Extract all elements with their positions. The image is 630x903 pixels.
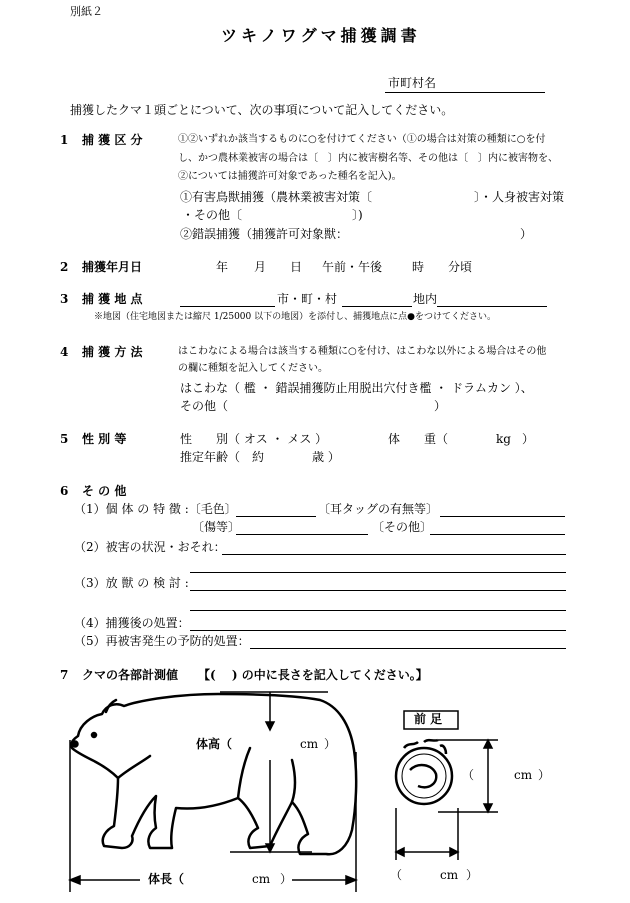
sec1-option-1-other: ・その他〔: [182, 208, 243, 222]
forefoot-outline: [396, 740, 452, 804]
year-label: 年: [216, 260, 229, 274]
ampm-label: 午前・午後: [322, 260, 383, 274]
sec1-note-2: し、かつ農林業被害の場合は〔 〕内に被害樹名等、その他は〔 〕内に被害物を、: [178, 153, 558, 164]
month-label: 月: [254, 260, 267, 274]
sec1-number: 1: [60, 133, 69, 147]
city-label: 市・町・村: [277, 292, 338, 306]
weight-close: ）: [522, 432, 535, 446]
sec6-item-2: （2）被害の状況・おそれ：: [74, 540, 226, 554]
sec1-option-1-close: 〕): [352, 208, 363, 222]
sex-field: 性 別（ オス ・ メス ）: [180, 432, 328, 446]
sec2-label: 捕獲年月日: [82, 260, 143, 274]
sec4-other-close: ）: [434, 399, 447, 413]
sec3-label: 捕 獲 地 点: [82, 292, 143, 306]
page-title: ツキノワグマ捕獲調書: [221, 26, 421, 45]
sec1-option-2: ②錯誤捕獲（捕獲許可対象獣：: [180, 227, 349, 241]
sec2-number: 2: [60, 260, 69, 274]
forefoot-length-unit: cm: [514, 768, 533, 782]
body-height-unit: cm: [300, 737, 319, 751]
forefoot-width-open: （: [390, 868, 403, 882]
sec1-option-1-personal: 〕・人身被害対策: [474, 190, 565, 204]
sec7-note: 【( ) の中に長さを記入してください。】: [198, 668, 428, 682]
sec6-number: 6: [60, 484, 69, 498]
forefoot-width-unit: cm: [440, 868, 459, 882]
sec1-note-1: ①②いずれか該当するものに○を付けてください（①の場合は対策の種類に○を付: [178, 134, 546, 145]
ear-tag-label: 〔耳タッグの有無等〕: [318, 502, 439, 516]
length-measure-lines: [70, 740, 356, 892]
sec5-number: 5: [60, 432, 69, 446]
forefoot-label: 前 足: [414, 712, 443, 726]
sec4-note-1: はこわなによる場合は該当する種類に○を付け、はこわな以外による場合はその他: [178, 346, 547, 357]
weight-unit: kg: [496, 432, 511, 446]
day-label: 日: [290, 260, 303, 274]
sec6-label: そ の 他: [82, 484, 127, 498]
age-field: 推定年齢（ 約 歳 ）: [180, 450, 340, 464]
area-label: 地内: [413, 292, 438, 306]
wound-label: 〔傷等〕: [192, 520, 241, 534]
sec1-note-3: ②については捕獲許可対象であった種名を記入)。: [178, 171, 402, 182]
body-length-close: ）: [280, 872, 293, 886]
sec3-number: 3: [60, 292, 69, 306]
intro-text: 捕獲したクマ１頭ごとについて、次の事項について記入してください。: [70, 103, 454, 117]
forefoot-width-close: ）: [466, 868, 479, 882]
sec3-map-note: ※地図（住宅地図または縮尺 1/25000 以下の地図）を添付し、捕獲地点に点●をつけてください。: [94, 312, 496, 322]
minute-label: 分頃: [448, 260, 473, 274]
sec6-item-1: （1）個 体 の 特 徴 :〔毛色〕: [74, 502, 237, 516]
sec4-other: その他（: [180, 399, 229, 413]
sec7-number: 7: [60, 668, 69, 682]
body-length-unit: cm: [252, 872, 271, 886]
other-feature-label: 〔その他〕: [372, 520, 433, 534]
sec4-number: 4: [60, 345, 69, 359]
sec5-label: 性 別 等: [82, 432, 127, 446]
bear-outline: [71, 694, 356, 854]
sec1-label: 捕 獲 区 分: [82, 133, 143, 147]
forefoot-length-close: ）: [538, 768, 551, 782]
sec7-label: クマの各部計測値: [82, 668, 179, 682]
sec4-note-2: の欄に種類を記入してください。: [178, 363, 328, 374]
sec4-trap-options: はこわな（ 檻 ・ 錯誤捕獲防止用脱出穴付き檻 ・ ドラムカン ）、: [180, 381, 533, 395]
weight-label: 体 重（: [388, 432, 449, 446]
body-length-label: 体長（: [148, 872, 185, 886]
body-height-label: 体高（: [196, 737, 233, 751]
body-height-close: ）: [324, 737, 337, 751]
municipality-label: 市町村名: [388, 76, 437, 90]
hour-label: 時: [412, 260, 425, 274]
sec6-item-3: （3）放 獣 の 検 討 :: [74, 576, 189, 590]
forefoot-length-open: （: [462, 768, 475, 782]
sec4-label: 捕 獲 方 法: [82, 345, 143, 359]
height-measure-lines: [220, 692, 328, 852]
sec1-option-1: ①有害鳥獣捕獲（農林業被害対策〔: [180, 190, 373, 204]
attachment-label: 別紙２: [70, 5, 103, 18]
sec6-item-5: （5）再被害発生の予防的処置：: [74, 634, 250, 648]
sec6-item-4: （4）捕獲後の処置：: [74, 616, 190, 630]
sec1-option-2-close: ）: [520, 227, 533, 241]
